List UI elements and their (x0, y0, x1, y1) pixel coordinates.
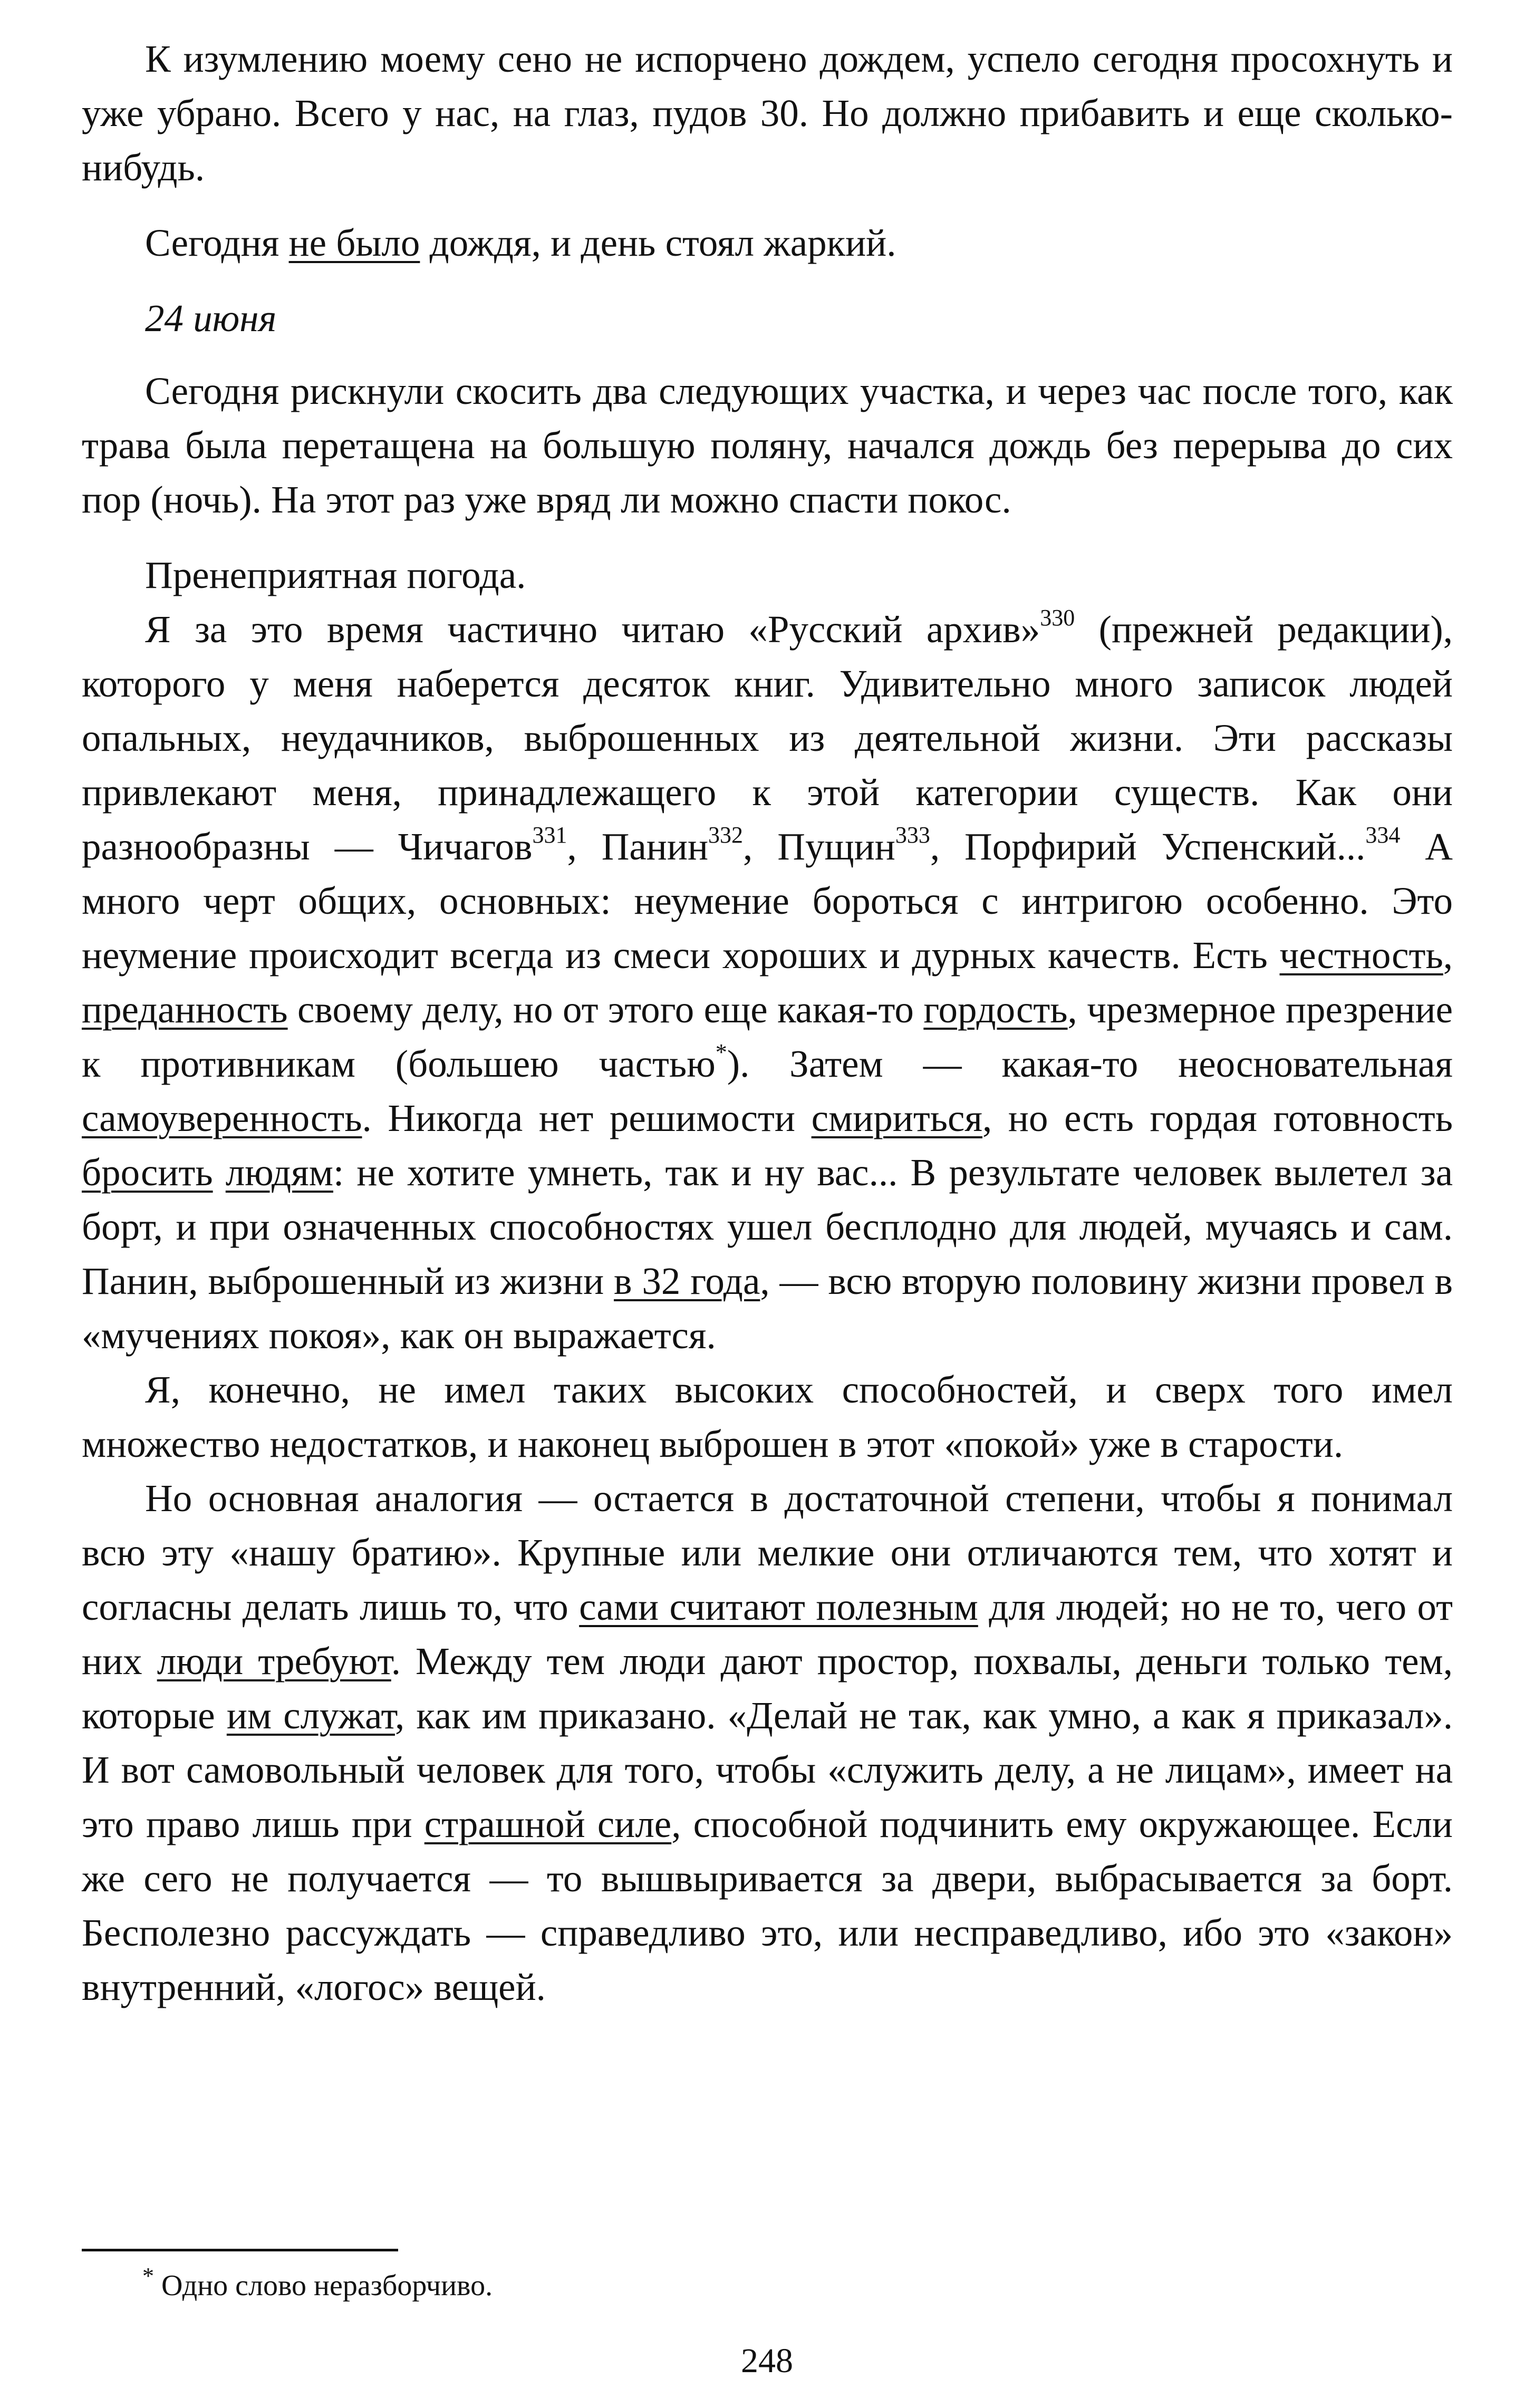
text (213, 1151, 226, 1194)
footnote-mark: * (142, 2263, 154, 2289)
underlined-text: им служат (226, 1694, 395, 1737)
text: , как им приказано. «Делай не так, как умно, а как я приказал». И вот самовольный человек для того, чтобы «служить делу, а не лицам», имеет на это право лишь при (82, 1694, 1453, 1845)
page-number: 248 (741, 2342, 793, 2380)
text: (прежней редакции), которого у меня наберется десяток книг. Удивительно много записок людей опальных, неудачников, выброшенных из деятельной жизни. Эти рассказы привлекают меня, принадлежащего к этой категории существ. Как они разнообразны — Чичагов (82, 608, 1453, 868)
underlined-text: людям (225, 1151, 333, 1194)
underlined-text: гордость (923, 988, 1068, 1031)
underlined-text: страшной силе (424, 1803, 672, 1845)
text: Но основная аналогия — остается в достаточной степени, чтобы я понимал всю эту «нашу братию». Крупные или мелкие они отличаются тем, что хотят и согласны делать лишь то, что (82, 1477, 1453, 1628)
text: своему делу, но от этого еще какая-то (287, 988, 924, 1031)
underlined-text: честность (1279, 934, 1443, 976)
underlined-text: бросить (82, 1151, 213, 1194)
text: дождя, и день стоял жаркий. (420, 221, 896, 264)
paragraph (82, 1471, 1453, 2014)
text: , — всю вторую половину жизни провел в «мучениях покоя», как он выражается. (82, 1260, 1453, 1357)
underlined-text: смириться (811, 1097, 983, 1139)
footnote (142, 2263, 493, 2304)
text: , (1443, 934, 1453, 976)
underlined-text: не было (288, 221, 420, 264)
date-heading: 24 июня (145, 297, 277, 340)
text: , но есть гордая готовность (982, 1097, 1453, 1139)
text: . Между тем люди дают простор, похвалы, деньги только тем, которые (82, 1640, 1453, 1737)
text: , способной подчинить ему окружающее. Если же сего не получается — то вышвыривается за двери, выбрасывается за борт. Бесполезно рассуждать — справедливо это, или несправедливо, ибо это «закон» внутренний, «логос» вещей. (82, 1803, 1453, 2008)
text: , Пущин (743, 825, 895, 868)
underlined-text: в 32 года (614, 1260, 760, 1302)
text: , Порфирий Успенский... (930, 825, 1366, 868)
text: для людей; но не то, чего от них (82, 1585, 1453, 1682)
text: , Панин (567, 825, 709, 868)
paragraph (82, 602, 1453, 1362)
text: . Никогда нет решимости (362, 1097, 812, 1139)
footnote-ref: 332 (708, 822, 744, 848)
underlined-text: преданность (82, 988, 288, 1031)
paragraph (82, 216, 1453, 270)
footnote-ref: * (715, 1039, 727, 1065)
underlined-text: люди требуют (157, 1640, 391, 1682)
underlined-text: сами считают полезным (579, 1585, 978, 1628)
text: Я за это время частично читаю «Русский архив» (145, 608, 1040, 651)
text: ). Затем — какая-то неосновательная (727, 1042, 1453, 1085)
page-body (82, 32, 1453, 2014)
footnote-text: Одно слово неразборчиво. (161, 2269, 493, 2302)
text: Сегодня (145, 221, 289, 264)
underlined-text: самоуверенность (82, 1097, 362, 1139)
paragraph: К изумлению моему сено не испорчено дождем, успело сегодня просохнуть и уже убрано. Всего у нас, на глаз, пудов 30. Но должно прибавить и еще сколько-нибудь. (82, 37, 1453, 189)
paragraph: Пренеприятная погода. (145, 554, 526, 596)
footnote-ref: 334 (1365, 822, 1401, 848)
text: : не хотите умнеть, так и ну вас... В результате человек вылетел за борт, и при означенных способностях ушел бесплодно для людей, мучаясь и сам. Панин, выброшенный из жизни (82, 1151, 1453, 1302)
footnote-ref: 330 (1040, 605, 1075, 631)
footnote-divider (82, 2249, 398, 2251)
paragraph: Сегодня рискнули скосить два следующих участка, и через час после того, как трава была перетащена на большую поляну, начался дождь без перерыва до сих пор (ночь). На этот раз уже вряд ли можно спасти покос. (82, 370, 1453, 521)
footnote-ref: 333 (895, 822, 930, 848)
text: А много черт общих, основных: неумение бороться с интригою особенно. Это неумение происходит всегда из смеси хороших и дурных качеств. Есть (82, 825, 1453, 976)
text: , чрезмерное презрение к противникам (большею частью (82, 988, 1453, 1085)
footnote-ref: 331 (532, 822, 567, 848)
paragraph: Я, конечно, не имел таких высоких способностей, и сверх того имел множество недостатков, и наконец выброшен в этот «покой» уже в старости. (82, 1368, 1453, 1465)
